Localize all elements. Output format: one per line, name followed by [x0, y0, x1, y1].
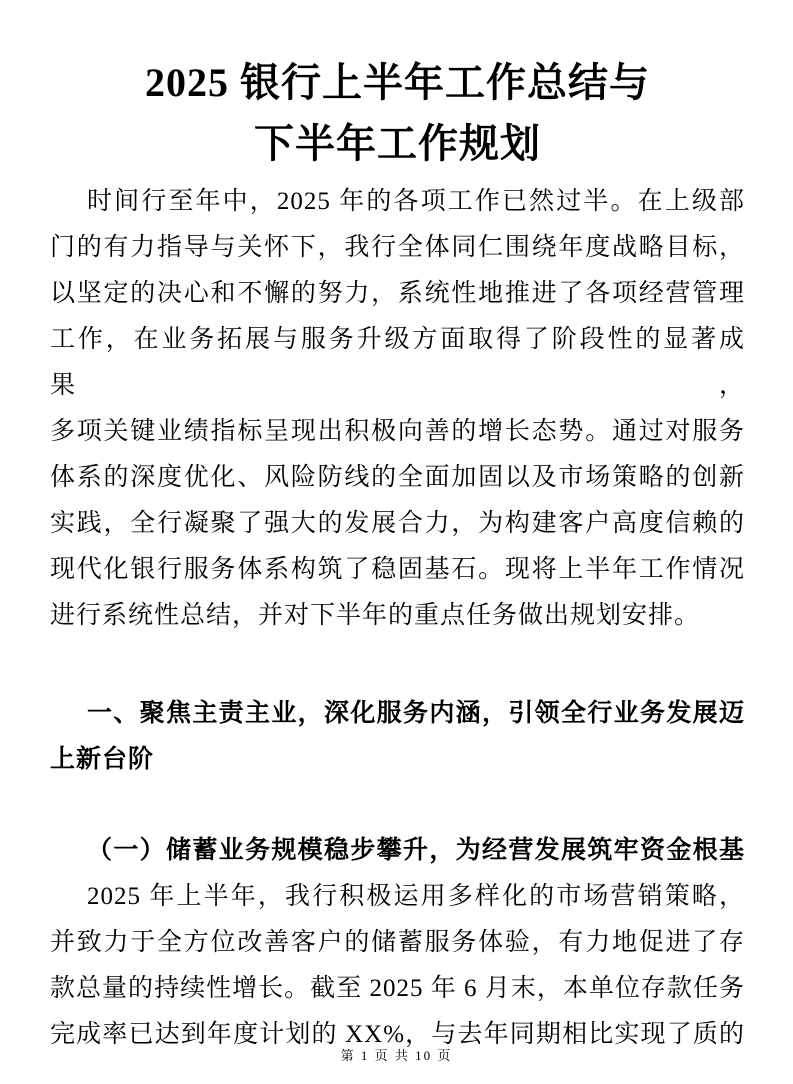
text-line: 2025 年上半年，我行积极运用多样化的市场营销策略，: [87, 883, 745, 910]
savings-business-paragraph: [50, 874, 745, 1058]
text-line: 体系的深度优化、风险防线的全面加固以及市场策略的创新: [50, 464, 745, 491]
page-footer: [0, 1045, 793, 1064]
text-line: 进行系统性总结，并对下半年的重点任务做出规划安排。: [50, 602, 701, 629]
text-line: 时间行至年中，2025 年的各项工作已然过半。在上级部: [87, 188, 745, 215]
text-line: 实践，全行凝聚了强大的发展合力，为构建客户高度信赖的: [50, 510, 745, 537]
heading-line: 上新台阶: [50, 746, 155, 773]
section-1-heading: [50, 691, 745, 783]
page-number-text: 第 1 页 共 10 页: [340, 1048, 453, 1063]
text-line: 以坚定的决心和不懈的努力，系统性地推进了各项经营管理: [50, 280, 745, 307]
intro-paragraph: [50, 179, 745, 639]
text-line: 工作，在业务拓展与服务升级方面取得了阶段性的显著成果，: [50, 326, 745, 399]
text-line: 多项关键业绩指标呈现出积极向善的增长态势。通过对服务: [50, 418, 745, 445]
text-line: 款总量的持续性增长。截至 2025 年 6 月末，本单位存款任务: [50, 975, 745, 1002]
text-line: 完成率已达到年度计划的 XX%，与去年同期相比实现了质的: [50, 1021, 745, 1048]
text-line: 并致力于全方位改善客户的储蓄服务体验，有力地促进了存: [50, 929, 745, 956]
text-line: 现代化银行服务体系构筑了稳固基石。现将上半年工作情况: [50, 556, 745, 583]
subsection-1-1-heading: [50, 828, 745, 874]
title-line-1: 2025 银行上半年工作总结与: [145, 60, 650, 105]
subheading-line: （一）储蓄业务规模稳步攀升，为经营发展筑牢资金根基: [87, 837, 745, 864]
heading-line: 一、聚焦主责主业，深化服务内涵，引领全行业务发展迈: [87, 700, 745, 727]
title-line-2: 下半年工作规划: [254, 121, 541, 166]
text-line: 门的有力指导与关怀下，我行全体同仁围绕年度战略目标，: [50, 234, 745, 261]
document-title: [50, 52, 745, 174]
